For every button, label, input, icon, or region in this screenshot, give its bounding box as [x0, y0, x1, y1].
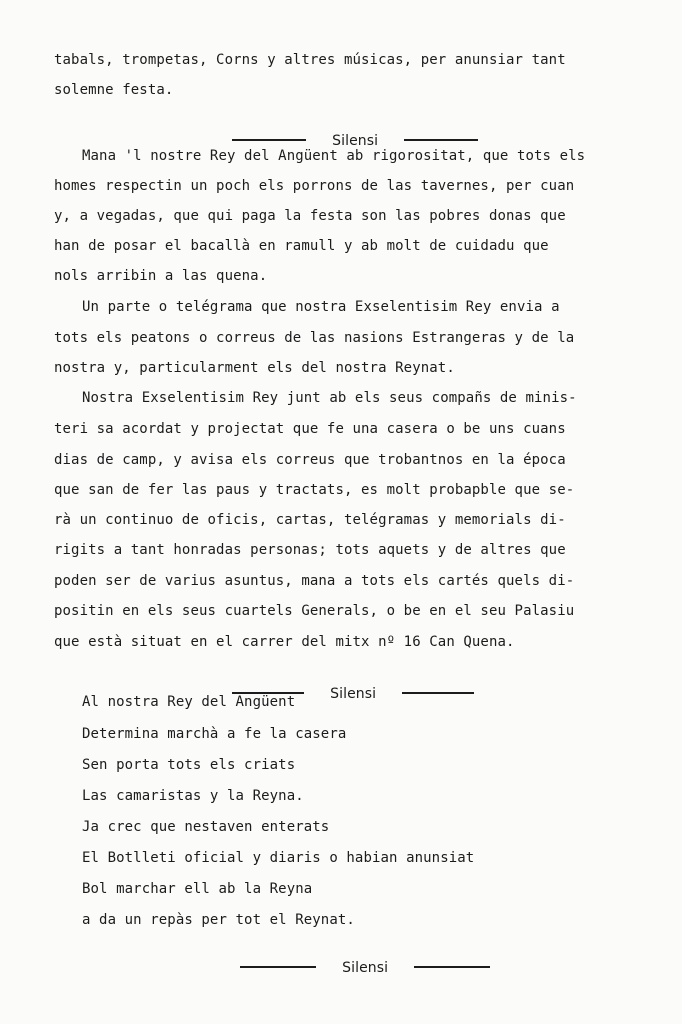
verse-line: Al nostra Rey del Angüent	[82, 694, 296, 710]
text-line: Un parte o telégrama que nostra Exselentisim Rey envia a	[82, 299, 560, 315]
section-separator	[198, 111, 478, 149]
text-line: han de posar el bacallà en ramull y ab molt de cuidadu que	[54, 238, 549, 254]
verse-line: a da un repàs per tot el Reynat.	[82, 912, 355, 928]
verse-line: Ja crec que nestaven enterats	[82, 819, 330, 835]
separator-dash-right	[402, 692, 474, 694]
verse-line: El Botlleti oficial y diaris o habian anunsiat	[82, 850, 475, 866]
separator-dash-right	[414, 966, 490, 968]
text-line: y, a vegadas, que qui paga la festa son las pobres donas que	[54, 208, 566, 224]
verse-line: Las camaristas y la Reyna.	[82, 788, 304, 804]
text-line: solemne festa.	[54, 82, 174, 98]
separator-label: Silensi	[330, 686, 377, 702]
separator-label: Silensi	[332, 133, 379, 149]
text-line: nols arribin a las quena.	[54, 268, 268, 284]
text-line: rà un continuo de oficis, cartas, telégramas y memorials di-	[54, 512, 566, 528]
separator-dash-right	[404, 139, 478, 141]
text-line: Nostra Exselentisim Rey junt ab els seus compañs de minis-	[82, 390, 577, 406]
text-line: positin en els seus cuartels Generals, o be en el seu Palasiu	[54, 603, 575, 619]
text-line: Mana 'l nostre Rey del Angüent ab rigorositat, que tots els	[82, 148, 586, 164]
verse-line: Determina marchà a fe la casera	[82, 726, 347, 742]
separator-dash-left	[232, 139, 306, 141]
text-line: rigits a tant honradas personas; tots aquets y de altres que	[54, 542, 566, 558]
text-line: poden ser de varius asuntus, mana a tots els cartés quels di-	[54, 573, 575, 589]
text-line: teri sa acordat y projectat que fe una casera o be uns cuans	[54, 421, 566, 437]
text-line: que san de fer las paus y tractats, es molt probapble que se-	[54, 482, 575, 498]
separator-dash-left	[240, 966, 316, 968]
text-line: tots els peatons o correus de las nasions Estrangeras y de la	[54, 330, 575, 346]
section-separator	[206, 938, 490, 976]
section-separator	[198, 664, 474, 702]
text-line: que està situat en el carrer del mitx nº 16 Can Quena.	[54, 634, 515, 650]
text-line: nostra y, particularment els del nostra Reynat.	[54, 360, 455, 376]
verse-line: Sen porta tots els criats	[82, 757, 296, 773]
text-line: homes respectin un poch els porrons de las tavernes, per cuan	[54, 178, 575, 194]
text-line: tabals, trompetas, Corns y altres músicas, per anunsiar tant	[54, 52, 566, 68]
text-line: dias de camp, y avisa els correus que trobantnos en la época	[54, 452, 566, 468]
separator-label: Silensi	[342, 960, 389, 976]
verse-line: Bol marchar ell ab la Reyna	[82, 881, 313, 897]
